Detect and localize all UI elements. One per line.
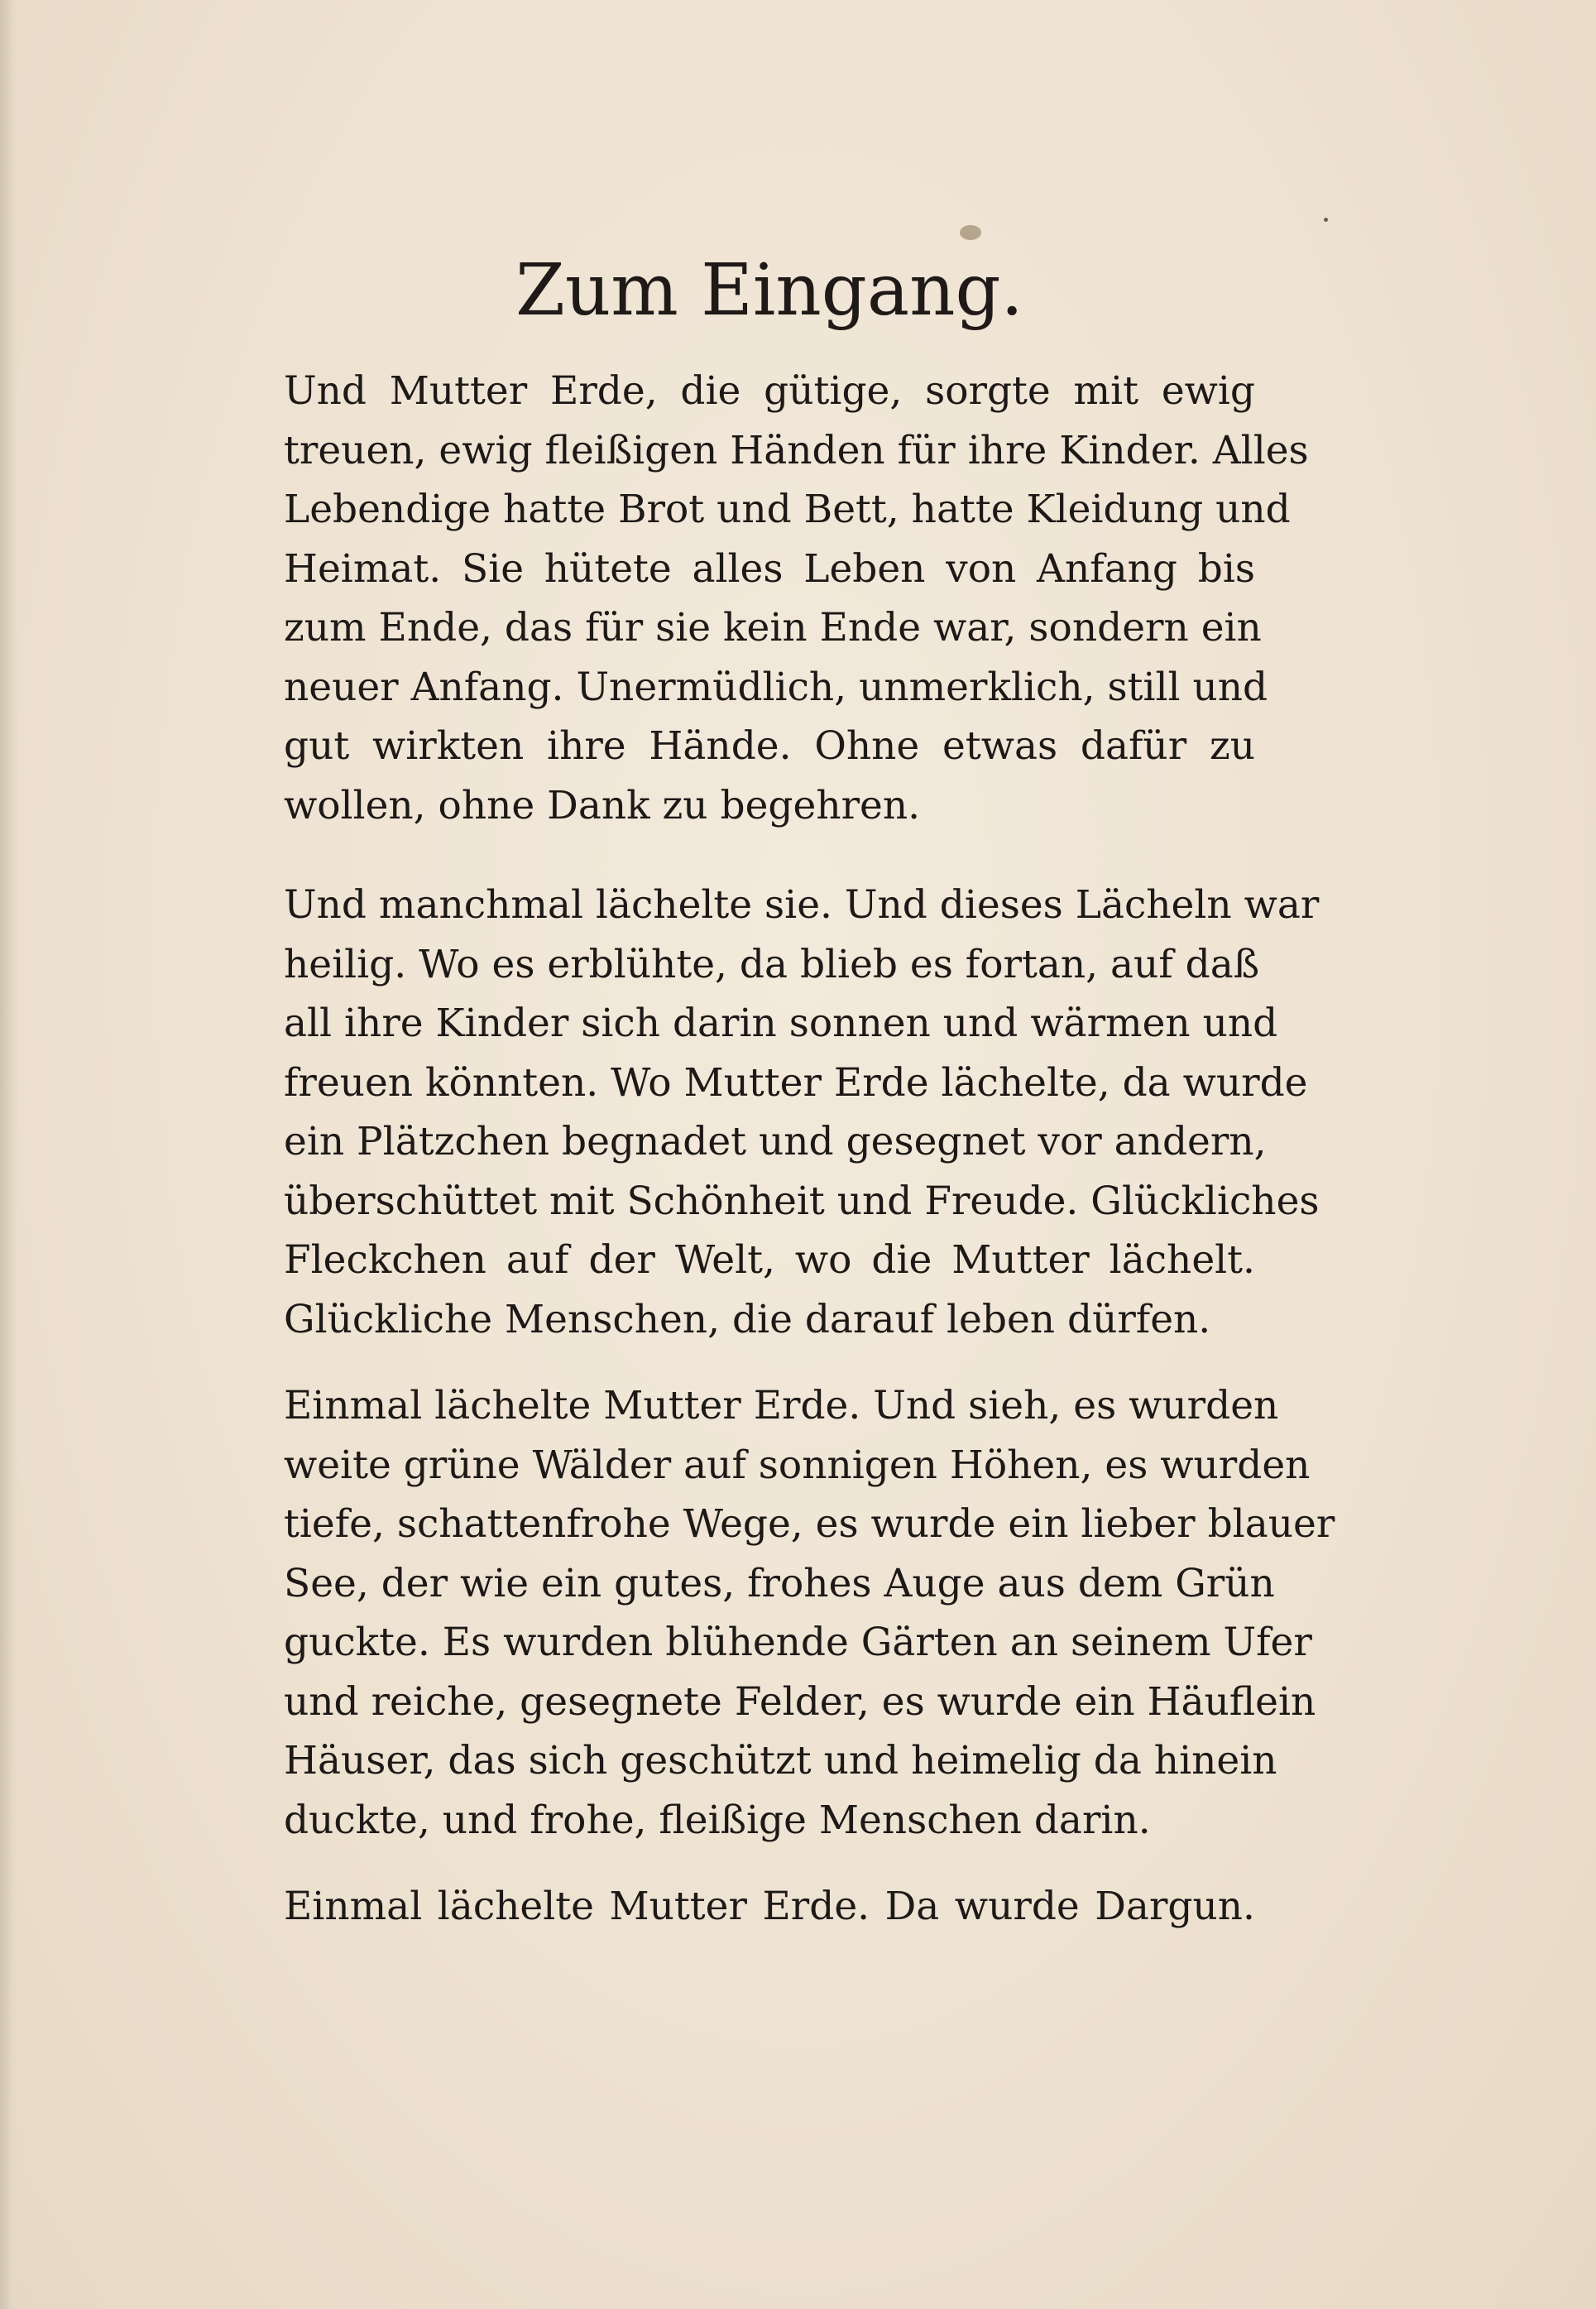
text-line: gut wirkten ihre Hände. Ohne etwas dafür zu bbox=[284, 723, 1255, 769]
paragraph-3 bbox=[284, 1376, 1335, 1850]
text-line: Lebendige hatte Brot und Bett, hatte Kleidung und bbox=[284, 487, 1291, 532]
text-line: Glückliche Menschen, die darauf leben dürfen. bbox=[284, 1296, 1211, 1342]
text-line: heilig. Wo es erblühte, da blieb es fortan, auf daß bbox=[284, 941, 1260, 987]
text-line: duckte, und frohe, fleißige Menschen darin. bbox=[284, 1797, 1151, 1843]
page-title: Zum Eingang. bbox=[515, 249, 1023, 332]
text-line: ein Plätzchen begnadet und gesegnet vor andern, bbox=[284, 1119, 1267, 1164]
text-line: Häuser, das sich geschützt und heimelig da hinein bbox=[284, 1738, 1277, 1783]
text-line: Heimat. Sie hütete alles Leben von Anfang bis bbox=[284, 545, 1255, 592]
text-line: zum Ende, das für sie kein Ende war, sondern ein bbox=[284, 605, 1262, 650]
text-line: überschüttet mit Schönheit und Freude. Glückliches bbox=[284, 1178, 1320, 1224]
text-line: weite grüne Wälder auf sonnigen Höhen, es wurden bbox=[284, 1442, 1311, 1488]
paper-speck bbox=[1324, 218, 1328, 222]
text-line: Und Mutter Erde, die gütige, sorgte mit ewig bbox=[284, 368, 1255, 414]
text-line: neuer Anfang. Unermüdlich, unmerklich, still und bbox=[284, 664, 1268, 710]
paragraph-1 bbox=[284, 362, 1309, 835]
text-line: guckte. Es wurden blühende Gärten an seinem Ufer bbox=[284, 1620, 1312, 1665]
text-line: See, der wie ein gutes, frohes Auge aus dem Grün bbox=[284, 1560, 1275, 1606]
paper-stain bbox=[960, 225, 981, 240]
text-line: Einmal lächelte Mutter Erde. Und sieh, es wurden bbox=[284, 1383, 1279, 1428]
paragraph-2 bbox=[284, 876, 1320, 1349]
page-edge-shadow bbox=[0, 0, 18, 2309]
text-line: all ihre Kinder sich darin sonnen und wärmen und bbox=[284, 1001, 1278, 1046]
text-line: wollen, ohne Dank zu begehren. bbox=[284, 782, 921, 828]
text-line: tiefe, schattenfrohe Wege, es wurde ein lieber blauer bbox=[284, 1501, 1335, 1547]
text-line: und reiche, gesegnete Felder, es wurde ein Häuflein bbox=[284, 1678, 1316, 1725]
text-line: Einmal lächelte Mutter Erde. Da wurde Dargun. bbox=[284, 1884, 1255, 1929]
text-line: freuen könnten. Wo Mutter Erde lächelte, da wurde bbox=[284, 1059, 1308, 1106]
text-line: treuen, ewig fleißigen Händen für ihre Kinder. Alles bbox=[284, 427, 1309, 473]
text-line: Und manchmal lächelte sie. Und dieses Lächeln war bbox=[284, 882, 1320, 928]
text-line: Fleckchen auf der Welt, wo die Mutter lächelt. bbox=[284, 1237, 1255, 1283]
paragraph-4 bbox=[284, 1877, 1255, 1937]
